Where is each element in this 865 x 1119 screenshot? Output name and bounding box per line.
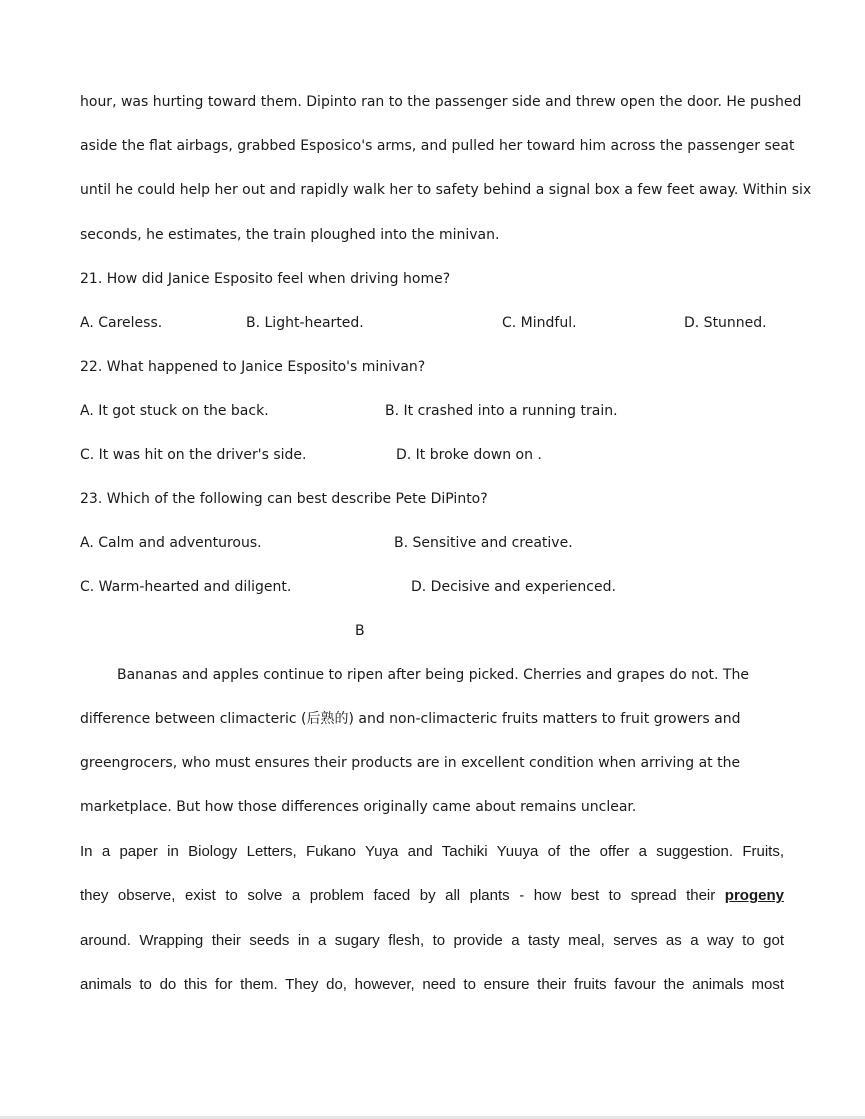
paragraph-line [80, 886, 784, 906]
question-stem: 21. How did Janice Esposito feel when driving home? [80, 271, 451, 287]
option-a: A. Careless. [80, 315, 163, 331]
paragraph-line: In a paper in Biology Letters, Fukano Yuya and Tachiki Yuuya of the offer a suggestion. Fruits, [80, 843, 784, 860]
paragraph-line: marketplace. But how those differences originally came about remains unclear. [80, 799, 637, 815]
section-heading: B [355, 623, 365, 639]
option-d: D. Decisive and experienced. [411, 579, 616, 595]
option-b: B. Light-hearted. [246, 315, 364, 331]
option-a: A. It got stuck on the back. [80, 403, 269, 419]
option-b: B. It crashed into a running train. [385, 403, 618, 419]
option-d: D. It broke down on . [396, 447, 542, 463]
paragraph-text: they observe, exist to solve a problem faced by all plants - how best to spread their [80, 887, 716, 904]
question-stem: 22. What happened to Janice Esposito's minivan? [80, 359, 426, 375]
paragraph-line: difference between climacteric (后熟的) and non-climacteric fruits matters to fruit growers and [80, 711, 741, 727]
passage-line: until he could help her out and rapidly walk her to safety behind a signal box a few feet away. Within six [80, 182, 812, 198]
option-a: A. Calm and adventurous. [80, 535, 262, 551]
passage-line: hour, was hurting toward them. Dipinto ran to the passenger side and threw open the door. He pushed [80, 94, 802, 110]
option-b: B. Sensitive and creative. [394, 535, 573, 551]
option-c: C. Warm-hearted and diligent. [80, 579, 292, 595]
paragraph-line: around. Wrapping their seeds in a sugary flesh, to provide a tasty meal, serves as a way to got [80, 932, 784, 949]
passage-line: aside the flat airbags, grabbed Esposico's arms, and pulled her toward him across the passenger seat [80, 138, 795, 154]
paragraph-line: animals to do this for them. They do, however, need to ensure their fruits favour the animals most [80, 976, 784, 993]
underlined-word: progeny [724, 887, 784, 904]
option-d: D. Stunned. [684, 315, 767, 331]
paragraph-line: Bananas and apples continue to ripen after being picked. Cherries and grapes do not. The [117, 667, 749, 683]
paragraph-line: greengrocers, who must ensures their products are in excellent condition when arriving at the [80, 755, 741, 771]
passage-line: seconds, he estimates, the train ploughed into the minivan. [80, 227, 500, 243]
option-c: C. Mindful. [502, 315, 577, 331]
option-c: C. It was hit on the driver's side. [80, 447, 307, 463]
question-stem: 23. Which of the following can best describe Pete DiPinto? [80, 491, 488, 507]
